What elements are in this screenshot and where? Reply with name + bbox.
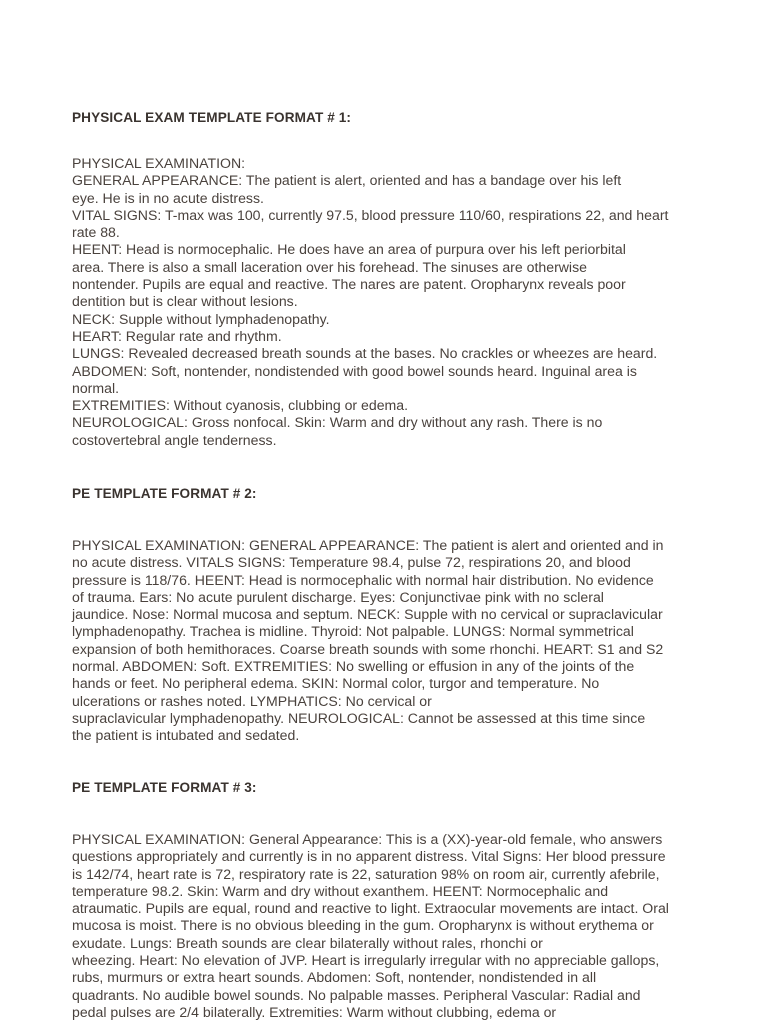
text-line: area. There is also a small laceration over his forehead. The sinuses are otherwise — [72, 258, 587, 275]
text-line: PHYSICAL EXAMINATION: General Appearance: This is a (XX)-year-old female, who answers — [72, 831, 663, 847]
text-line: jaundice. Nose: Normal mucosa and septum. NECK: Supple with no cervical or supraclavicular — [72, 606, 663, 623]
text-line: quadrants. No audible bowel sounds. No palpable masses. Peripheral Vascular: Radial and — [72, 986, 641, 1003]
text-line: NECK: Supple without lymphadenopathy. — [72, 310, 330, 327]
text-line: VITAL SIGNS: T-max was 100, currently 97.5, blood pressure 110/60, respirations 22, and heart — [72, 206, 669, 223]
text-line: eye. He is in no acute distress. — [72, 189, 264, 206]
text-line: rubs, murmurs or extra heart sounds. Abdomen: Soft, nontender, nondistended in all — [72, 969, 597, 986]
text-line: temperature 98.2. Skin: Warm and dry without exanthem. HEENT: Normocephalic and — [72, 882, 609, 899]
format-3-heading: PE TEMPLATE FORMAT # 3: — [72, 780, 257, 795]
text-line: wheezing. Heart: No elevation of JVP. Heart is irregularly irregular with no appreciable gallops, — [72, 952, 660, 969]
text-line: of trauma. Ears: No acute purulent discharge. Eyes: Conjunctivae pink with no scleral — [72, 588, 604, 605]
text-line: LUNGS: Revealed decreased breath sounds at the bases. No crackles or wheezes are heard. — [72, 345, 658, 362]
text-line: PHYSICAL EXAMINATION: — [72, 155, 246, 171]
text-line: NEUROLOGICAL: Gross nonfocal. Skin: Warm and dry without any rash. There is no — [72, 414, 603, 431]
text-line: PHYSICAL EXAMINATION: GENERAL APPEARANCE: The patient is alert and oriented and in — [72, 537, 664, 553]
text-line: lymphadenopathy. Trachea is midline. Thyroid: Not palpable. LUNGS: Normal symmetrical — [72, 623, 634, 640]
format-2-text — [72, 537, 663, 745]
text-line: no acute distress. VITALS SIGNS: Temperature 98.4, pulse 72, respirations 20, and blood — [72, 554, 631, 571]
text-line: normal. ABDOMEN: Soft. EXTREMITIES: No swelling or effusion in any of the joints of the — [72, 658, 635, 675]
text-line: atraumatic. Pupils are equal, round and reactive to light. Extraocular movements are intact. Oral — [72, 900, 669, 917]
text-line: pressure is 118/76. HEENT: Head is normocephalic with normal hair distribution. No evidence — [72, 571, 654, 588]
text-line: costovertebral angle tenderness. — [72, 431, 277, 448]
text-line: hands or feet. No peripheral edema. SKIN: Normal color, turgor and temperature. No — [72, 675, 600, 692]
text-line: HEART: Regular rate and rhythm. — [72, 327, 282, 344]
text-line: pedal pulses are 2/4 bilaterally. Extremities: Warm without clubbing, edema or — [72, 1003, 557, 1020]
text-line: is 142/74, heart rate is 72, respiratory rate is 22, saturation 98% on room air, currently afebrile, — [72, 865, 660, 882]
text-line: rate 88. — [72, 224, 120, 241]
text-line: dentition but is clear without lesions. — [72, 293, 298, 310]
text-line: ulcerations or rashes noted. LYMPHATICS: No cervical or — [72, 692, 432, 709]
format-2-heading: PE TEMPLATE FORMAT # 2: — [72, 486, 257, 501]
text-line: EXTREMITIES: Without cyanosis, clubbing or edema. — [72, 397, 409, 414]
text-line: mucosa is moist. There is no obvious bleeding in the gum. Oropharynx is without erythema or — [72, 917, 654, 934]
text-line: the patient is intubated and sedated. — [72, 727, 300, 744]
format-1-text — [72, 155, 668, 449]
text-line: nontender. Pupils are equal and reactive. The nares are patent. Oropharynx reveals poor — [72, 276, 626, 293]
text-line: ABDOMEN: Soft, nontender, nondistended with good bowel sounds heard. Inguinal area is — [72, 362, 637, 379]
text-line: expansion of both hemithoraces. Coarse breath sounds with some rhonchi. HEART: S1 and S2 — [72, 640, 664, 657]
format-1-heading: PHYSICAL EXAM TEMPLATE FORMAT # 1: — [72, 110, 352, 125]
text-line: normal. — [72, 379, 119, 396]
text-line: questions appropriately and currently is in no apparent distress. Vital Signs: Her blood pressure — [72, 848, 666, 865]
text-line: HEENT: Head is normocephalic. He does have an area of purpura over his left periorbital — [72, 241, 626, 258]
text-line: supraclavicular lymphadenopathy. NEUROLOGICAL: Cannot be assessed at this time since — [72, 709, 646, 726]
text-line: GENERAL APPEARANCE: The patient is alert, oriented and has a bandage over his left — [72, 172, 622, 189]
format-3-text — [72, 831, 669, 1021]
text-line: exudate. Lungs: Breath sounds are clear bilaterally without rales, rhonchi or — [72, 934, 543, 951]
